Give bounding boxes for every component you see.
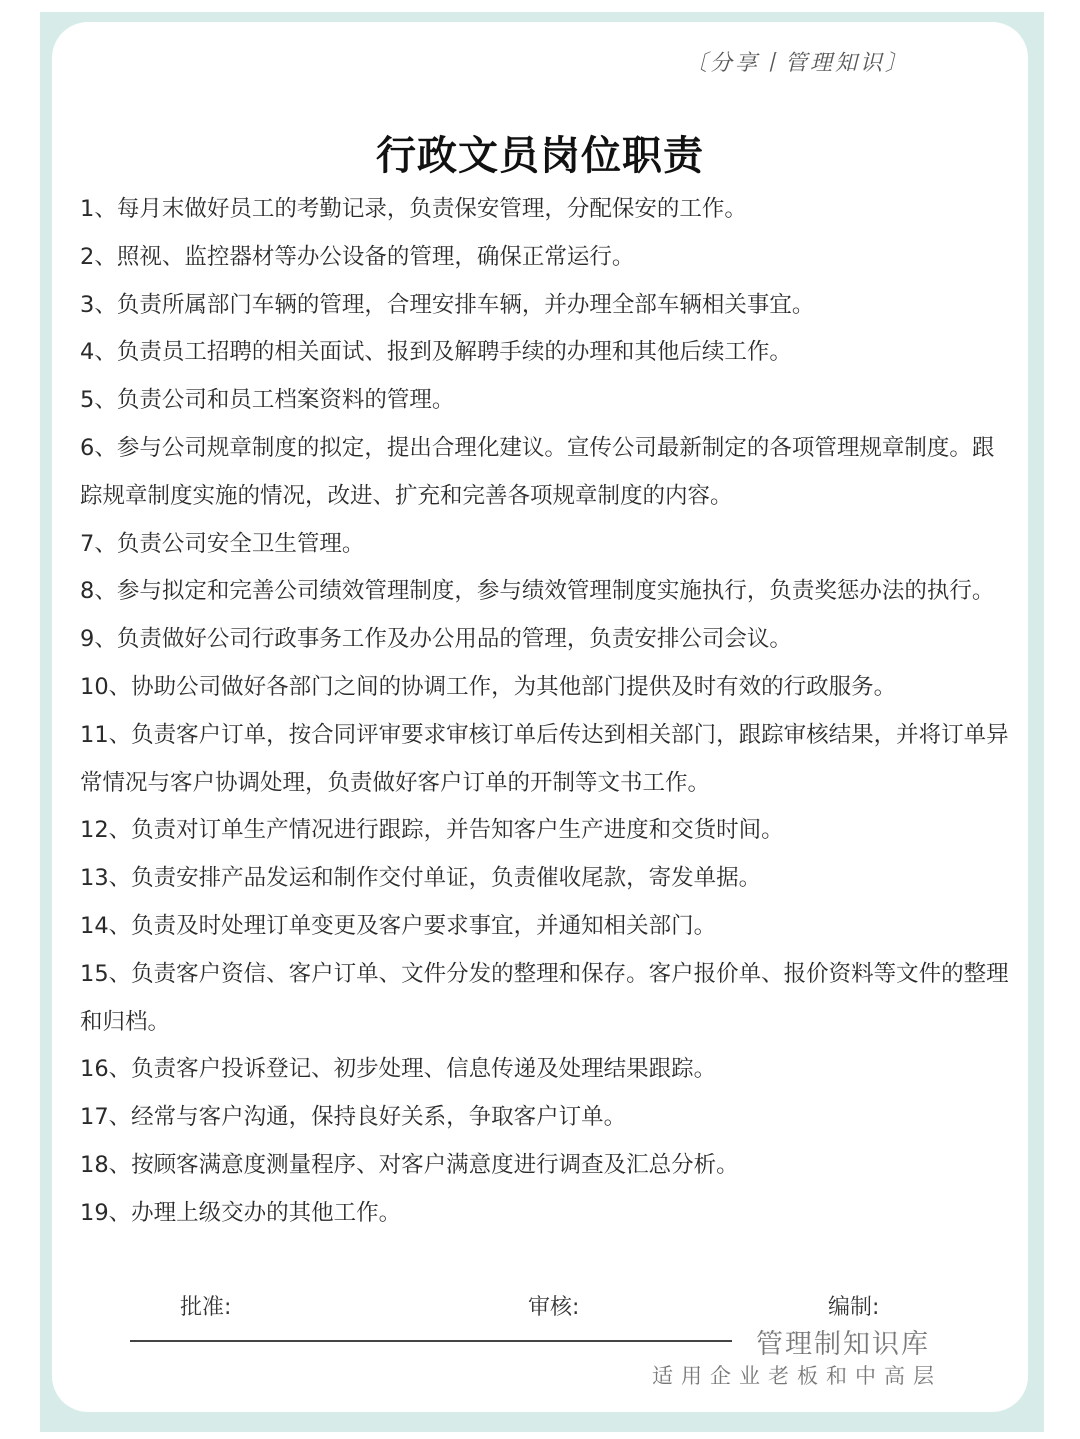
duty-list: [80, 186, 1010, 1238]
review-label: 审核:: [528, 1295, 580, 1320]
duty-item: 9、负责做好公司行政事务工作及办公用品的管理，负责安排公司会议。: [80, 626, 792, 653]
prepare-label: 编制:: [828, 1295, 880, 1320]
duty-item: 16、负责客户投诉登记、初步处理、信息传递及处理结果跟踪。: [80, 1056, 717, 1083]
page-title: 行政文员岗位职责: [376, 133, 704, 179]
duty-item: 12、负责对订单生产情况进行跟踪，并告知客户生产进度和交货时间。: [80, 817, 784, 844]
brand-slogan: 适用企业老板和中高层: [652, 1364, 942, 1388]
duty-item: 17、经常与客户沟通，保持良好关系，争取客户订单。: [80, 1104, 627, 1131]
duty-item: 15、负责客户资信、客户订单、文件分发的整理和保存。客户报价单、报价资料等文件的整理和归档。: [80, 960, 1009, 1035]
duty-item: 19、办理上级交办的其他工作。: [80, 1199, 402, 1226]
brand-name: 管理制知识库: [756, 1329, 930, 1360]
signature-row: [0, 1290, 1080, 1324]
signature-line: [130, 1340, 732, 1342]
duty-item: 4、负责员工招聘的相关面试、报到及解聘手续的办理和其他后续工作。: [80, 339, 792, 366]
duty-item: 18、按顾客满意度测量程序、对客户满意度进行调查及汇总分析。: [80, 1151, 739, 1178]
approve-label: 批准:: [180, 1295, 232, 1320]
duty-item: 2、照视、监控器材等办公设备的管理，确保正常运行。: [80, 243, 635, 270]
share-tag: 〔分享丨管理知识〕: [684, 51, 910, 76]
duty-item: 10、协助公司做好各部门之间的协调工作，为其他部门提供及时有效的行政服务。: [80, 673, 897, 700]
duty-item: 6、参与公司规章制度的拟定，提出合理化建议。宣传公司最新制定的各项管理规章制度。跟踪规章制度实施的情况，改进、扩充和完善各项规章制度的内容。: [80, 434, 995, 509]
duty-item: 7、负责公司安全卫生管理。: [80, 530, 365, 557]
duty-item: 3、负责所属部门车辆的管理，合理安排车辆，并办理全部车辆相关事宜。: [80, 291, 815, 318]
duty-item: 8、参与拟定和完善公司绩效管理制度，参与绩效管理制度实施执行，负责奖惩办法的执行。: [80, 578, 995, 605]
duty-item: 1、每月末做好员工的考勤记录，负责保安管理，分配保安的工作。: [80, 196, 747, 222]
duty-item: 13、负责安排产品发运和制作交付单证，负责催收尾款，寄发单据。: [80, 865, 762, 892]
duty-item: 14、负责及时处理订单变更及客户要求事宜，并通知相关部门。: [80, 912, 717, 939]
duty-item: 11、负责客户订单，按合同评审要求审核订单后传达到相关部门，跟踪审核结果，并将订单异常情况与客户协调处理，负责做好客户订单的开制等文书工作。: [80, 721, 1009, 796]
duty-item: 5、负责公司和员工档案资料的管理。: [80, 387, 455, 414]
